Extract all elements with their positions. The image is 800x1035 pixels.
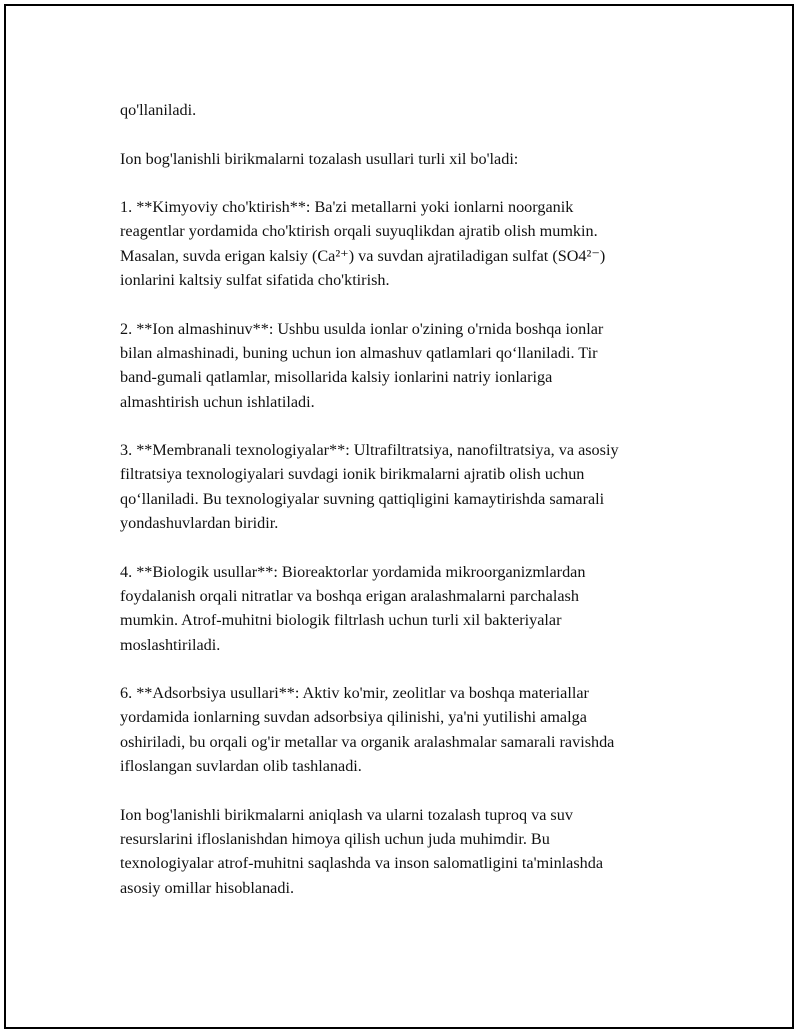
text-line: ifloslangan suvlardan olib tashlanadi. xyxy=(120,757,362,776)
text-line: almashtirish uchun ishlatiladi. xyxy=(120,392,315,411)
text-line: ionlarini kaltsiy sulfat sifatida cho'ktirish. xyxy=(120,271,390,290)
text-line: filtratsiya texnologiyalari suvdagi ionik birikmalarni ajratib olish uchun xyxy=(120,465,585,484)
paragraph-ion-exchange xyxy=(120,317,710,414)
paragraph-biological-methods xyxy=(120,560,710,657)
text-line: Ion bog'lanishli birikmalarni aniqlash va ularni tozalash tuproq va suv xyxy=(120,805,573,824)
text-line: mumkin. Atrof-muhitni biologik filtrlash uchun turli xil bakteriyalar xyxy=(120,611,562,630)
text-line: 4. **Biologik usullar**: Bioreaktorlar yordamida mikroorganizmlardan xyxy=(120,562,586,581)
text-line: 2. **Ion almashinuv**: Ushbu usulda ionlar o'zining o'rnida boshqa ionlar xyxy=(120,319,604,338)
text-line: 6. **Adsorbsiya usullari**: Aktiv ko'mir, zeolitlar va boshqa materiallar xyxy=(120,684,589,703)
text-line: bilan almashinadi, buning uchun ion almashuv qatlamlari qo‘llaniladi. Tir xyxy=(120,343,598,362)
text-line: 1. **Kimyoviy cho'ktirish**: Ba'zi metallarni yoki ionlarni noorganik xyxy=(120,198,574,217)
text-line: yordamida ionlarning suvdan adsorbsiya qilinishi, ya'ni yutilishi amalga xyxy=(120,708,587,727)
text-line: reagentlar yordamida cho'ktirish orqali suyuqlikdan ajratib olish mumkin. xyxy=(120,222,598,241)
page-frame xyxy=(4,4,794,1029)
paragraph-continuation xyxy=(120,98,710,122)
text-line: asosiy omillar hisoblanadi. xyxy=(120,878,294,897)
text-line: band-gumali qatlamlar, misollarida kalsiy ionlarini natriy ionlariga xyxy=(120,368,553,387)
text-line: resurslarini ifloslanishdan himoya qilish uchun juda muhimdir. Bu xyxy=(120,829,550,848)
paragraph-intro xyxy=(120,147,710,171)
paragraph-adsorption-methods xyxy=(120,681,710,778)
text-line: qo'llaniladi. xyxy=(120,101,197,119)
text-line: texnologiyalar atrof-muhitni saqlashda va inson salomatligini ta'minlashda xyxy=(120,854,604,873)
text-line: foydalanish orqali nitratlar va boshqa erigan aralashmalarni parchalash xyxy=(120,586,579,605)
page-content xyxy=(120,98,710,924)
text-line: 3. **Membranali texnologiyalar**: Ultrafiltratsiya, nanofiltratsiya, va asosiy xyxy=(120,441,619,460)
text-line: moslashtiriladi. xyxy=(120,635,221,654)
paragraph-conclusion xyxy=(120,803,710,900)
text-line: Ion bog'lanishli birikmalarni tozalash usullari turli xil bo'ladi: xyxy=(120,149,519,168)
paragraph-membrane-technologies xyxy=(120,438,710,535)
paragraph-chemical-precipitation xyxy=(120,195,710,292)
text-line: Masalan, suvda erigan kalsiy (Ca²⁺) va suvdan ajratiladigan sulfat (SO4²⁻) xyxy=(120,246,606,265)
text-line: oshiriladi, bu orqali og'ir metallar va organik aralashmalar samarali ravishda xyxy=(120,732,615,751)
text-line: yondashuvlardan biridir. xyxy=(120,514,279,533)
text-line: qo‘llaniladi. Bu texnologiyalar suvning qattiqligini kamaytirishda samarali xyxy=(120,489,605,508)
